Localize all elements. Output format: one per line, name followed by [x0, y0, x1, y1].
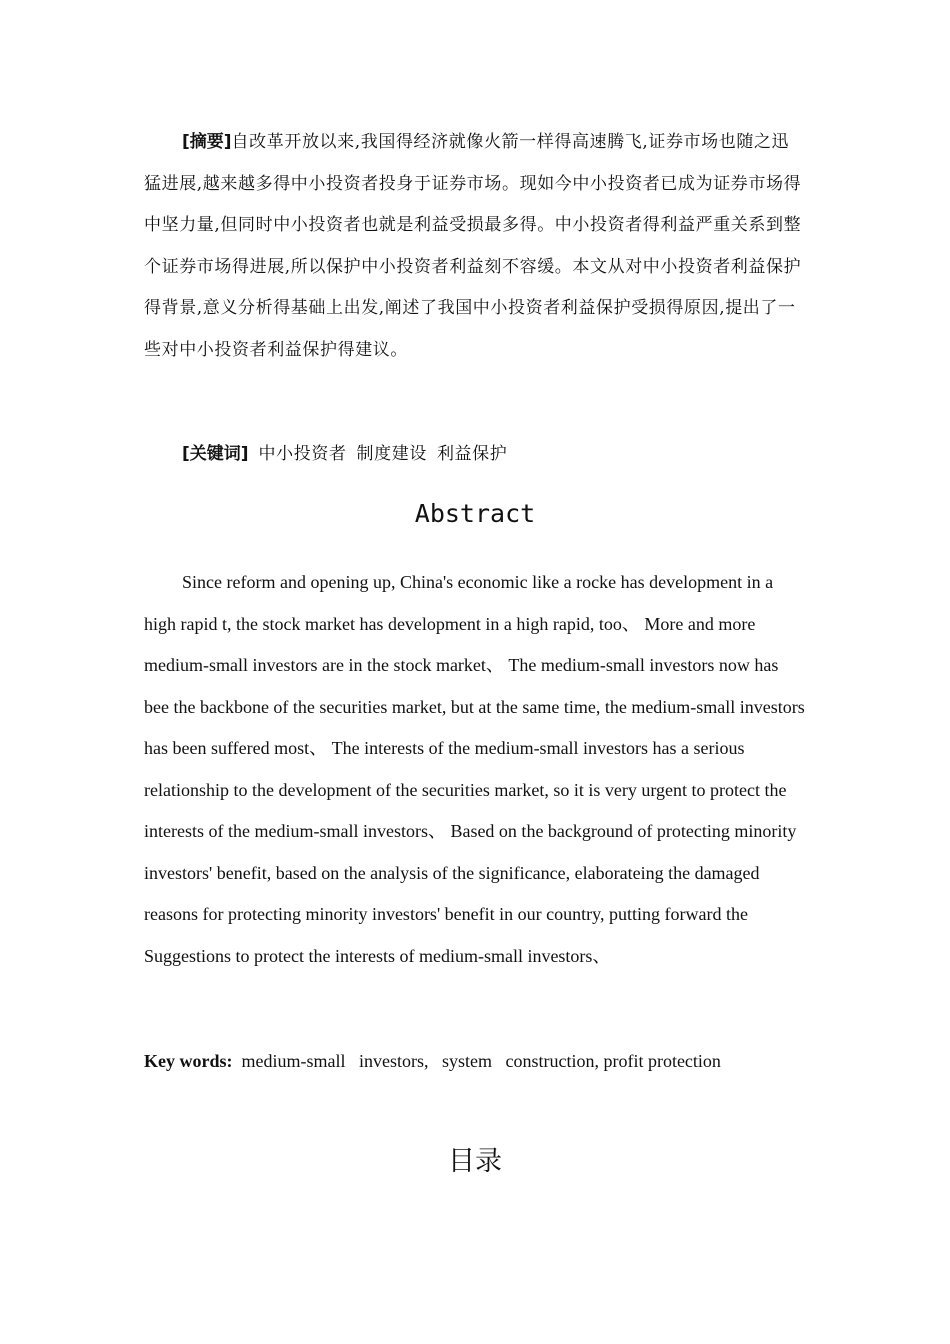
chinese-abstract-paragraph	[144, 122, 806, 371]
english-keywords-text: medium-small investors, system construction, profit protection	[241, 1051, 721, 1071]
chinese-keywords-label: [关键词]	[182, 444, 249, 464]
chinese-keywords-line	[182, 437, 517, 471]
chinese-keyword-1: 中小投资者	[258, 444, 347, 464]
chinese-keyword-3: 利益保护	[436, 444, 508, 464]
abstract-heading: Abstract	[414, 499, 536, 528]
english-keywords-label: Key words:	[144, 1051, 233, 1071]
chinese-abstract-text: 自改革开放以来,我国得经济就像火箭一样得高速腾飞,证券市场也随之迅猛进展,越来越多得中小投资者投身于证券市场。现如今中小投资者已成为证券市场得中坚力量,但同时中小投资者也就是利益受损最多得。中小投资者得利益严重关系到整个证券市场得进展,所以保护中小投资者利益刻不容缓。本文从对中小投资者利益保护得背景,意义分析得基础上出发,阐述了我国中小投资者利益保护受损得原因,提出了一些对中小投资者利益保护得建议。	[144, 132, 802, 360]
english-keywords-line	[144, 1044, 721, 1078]
table-of-contents-heading: 目录	[448, 1146, 502, 1177]
english-abstract-paragraph: Since reform and opening up, China's economic like a rocke has development in a high rapid t, the stock market has development in a high rapid, too、 More and more medium-small investors are in the stock market、 The medium-small investors now has bee the backbone of the securities market, but at the same time, the medium-small investors has been suffered most、 The interests of the medium-small investors has a serious relationship to the development of the securities market, so it is very urgent to protect the interests of the medium-small investors、 Based on the background of protecting minority investors' benefit, based on the analysis of the significance, elaborateing the damaged reasons for protecting minority investors' benefit in our country, putting forward the Suggestions to protect the interests of medium-small investors、	[144, 572, 805, 966]
chinese-abstract-label: [摘要]	[182, 132, 232, 152]
chinese-keyword-2: 制度建设	[356, 444, 427, 464]
